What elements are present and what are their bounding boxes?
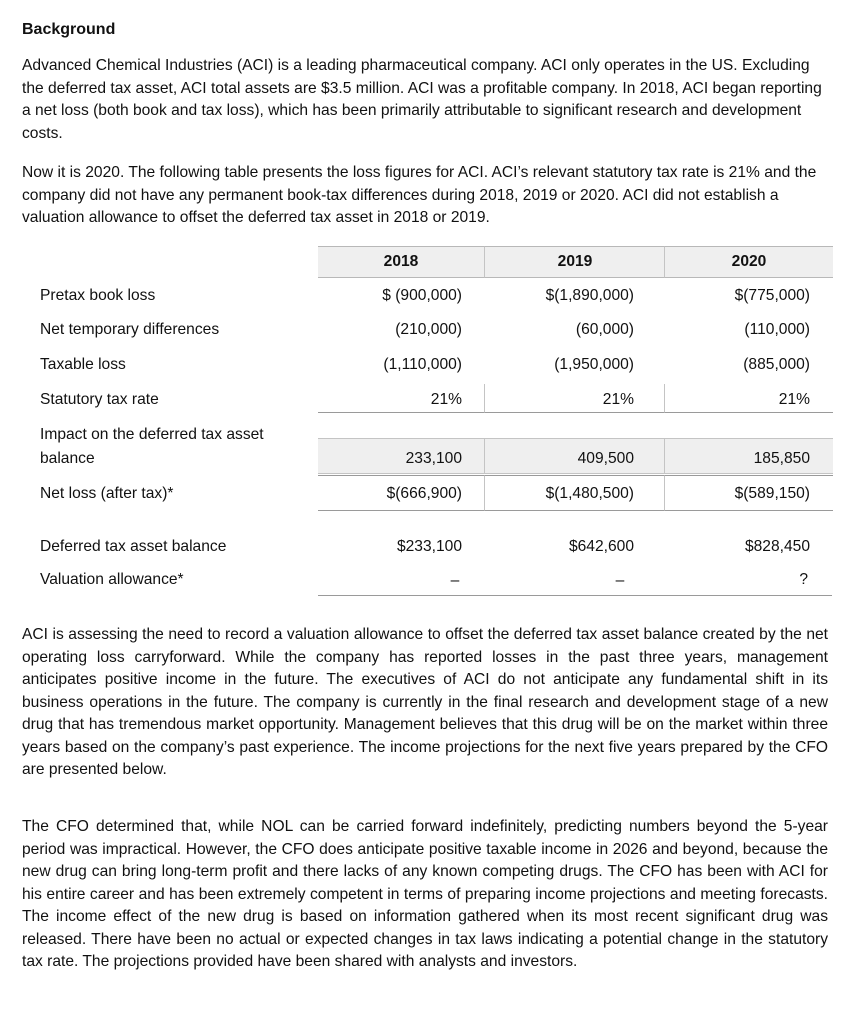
row-label-statutory-tax-rate: Statutory tax rate — [40, 391, 159, 408]
cell-taxable-loss-2019: (1,950,000) — [554, 356, 634, 373]
row-label-pretax-book-loss: Pretax book loss — [40, 287, 156, 304]
row-label-deferred-tax-asset-balance: Deferred tax asset balance — [40, 538, 227, 555]
cell-dta-2020: $828,450 — [744, 538, 810, 555]
cell-rate-2018: 21% — [430, 391, 462, 408]
cell-net-loss-2019: $(1,480,500) — [545, 485, 634, 502]
cell-pretax-2018: $ (900,000) — [382, 287, 462, 304]
cell-temp-diff-2018: (210,000) — [395, 321, 462, 338]
row-label-net-temporary-differences: Net temporary differences — [40, 321, 220, 338]
cell-dta-2018: $233,100 — [396, 538, 462, 555]
cell-temp-diff-2019: (60,000) — [575, 321, 634, 338]
intro-paragraph: Advanced Chemical Industries (ACI) is a leading pharmaceutical company. ACI only operates in the US. Excluding the deferred tax asset, ACI total assets are $3.5 million. ACI was a profitable company. In 2018, ACI began reporting a net loss (both book and tax loss), which has been primarily attributable to significant research and development costs. — [22, 57, 822, 142]
cfo-paragraph: The CFO determined that, while NOL can be carried forward indefinitely, predicting numbers beyond the 5-year period was impractical. However, the CFO does anticipate positive taxable income in 2026 and beyond, because the new drug can bring long-term profit and there lacks of any known competing drugs. The CFO has been with ACI for his entire career and has been extremely competent in terms of preparing income projections and meeting forecasts. The income effect of the new drug is based on information gathered when its most recent significant drug was released. There have been no actual or expected changes in tax laws indicating a potential change in the statutory tax rate. The projections provided have been shared with analysts and investors. — [22, 818, 828, 970]
cell-dta-2019: $642,600 — [568, 538, 634, 555]
row-label-net-loss: Net loss (after tax)* — [40, 485, 174, 502]
row-label-taxable-loss: Taxable loss — [40, 356, 126, 373]
table-intro-paragraph: Now it is 2020. The following table presents the loss figures for ACI. ACI’s relevant statutory tax rate is 21% and the company did not have any permanent book-tax differences during 2018, 2019 or 2020. ACI did not establish a valuation allowance to offset the deferred tax asset in 2018 or 2019. — [22, 164, 817, 226]
column-header-2019: 2019 — [484, 246, 665, 278]
cell-impact-2019: 409,500 — [577, 450, 634, 467]
assessment-paragraph: ACI is assessing the need to record a valuation allowance to offset the deferred tax asset balance created by the net operating loss carryforward. While the company has reported losses in the past three years, management anticipates positive income in the future. The executives of ACI do not anticipate any fundamental shift in its business operations in the future. The company is currently in the final research and development stage of a new drug that has tremendous market opportunity. Management believes that this drug will be on the market within three years based on the company’s past experience. The income projections for the next five years prepared by the CFO are presented below. — [22, 626, 828, 778]
cell-valuation-2020: ? — [799, 571, 808, 588]
cell-impact-2018: 233,100 — [405, 450, 462, 467]
row-label-impact-line1: Impact on the deferred tax asset — [40, 426, 264, 443]
section-heading: Background — [22, 21, 116, 38]
cell-valuation-2019: – — [615, 572, 625, 589]
cell-net-loss-2018: $(666,900) — [386, 485, 462, 502]
cell-rate-2019: 21% — [602, 391, 634, 408]
valuation-underline — [484, 570, 664, 596]
row-label-impact-line2: balance — [40, 450, 95, 467]
cell-pretax-2019: $(1,890,000) — [545, 287, 634, 304]
cell-temp-diff-2020: (110,000) — [744, 321, 810, 338]
column-header-2018: 2018 — [318, 246, 484, 278]
cell-impact-2020: 185,850 — [753, 450, 810, 467]
cell-taxable-loss-2020: (885,000) — [743, 356, 810, 373]
cell-rate-2020: 21% — [778, 391, 810, 408]
column-header-2020: 2020 — [664, 246, 833, 278]
cell-net-loss-2020: $(589,150) — [734, 485, 810, 502]
row-label-valuation-allowance: Valuation allowance* — [40, 571, 184, 588]
cell-pretax-2020: $(775,000) — [734, 287, 810, 304]
cell-taxable-loss-2018: (1,110,000) — [383, 356, 462, 373]
cell-valuation-2018: – — [450, 572, 460, 589]
